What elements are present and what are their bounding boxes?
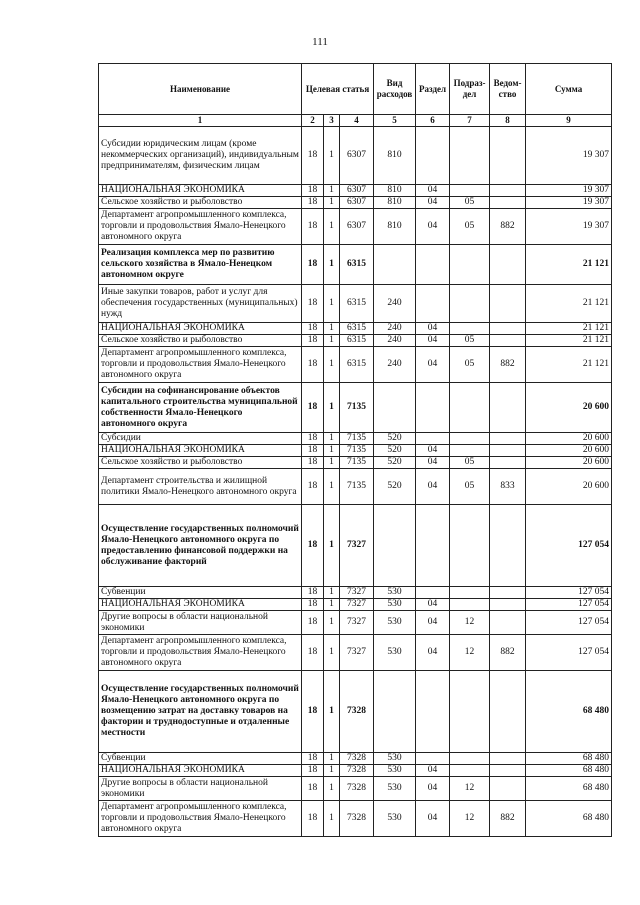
row-expense-type: 530	[374, 635, 416, 671]
column-number: 9	[526, 115, 612, 127]
row-target-b: 1	[324, 671, 340, 753]
row-sum: 21 121	[526, 335, 612, 347]
header-subsection: Подраз-дел	[450, 64, 490, 115]
row-target-a: 18	[302, 445, 324, 457]
row-subsection: 12	[450, 777, 490, 801]
row-expense-type: 520	[374, 433, 416, 445]
row-expense-type: 530	[374, 777, 416, 801]
row-sum: 19 307	[526, 127, 612, 185]
row-target-c: 6307	[340, 197, 374, 209]
row-subsection: 05	[450, 197, 490, 209]
row-target-c: 6315	[340, 323, 374, 335]
row-expense-type: 240	[374, 323, 416, 335]
row-expense-type: 810	[374, 127, 416, 185]
table-row	[99, 197, 612, 209]
row-section: 04	[416, 323, 450, 335]
row-expense-type	[374, 671, 416, 753]
row-department	[490, 753, 526, 765]
row-subsection	[450, 671, 490, 753]
row-target-a: 18	[302, 323, 324, 335]
row-section: 04	[416, 335, 450, 347]
row-name: Субсидии	[99, 433, 302, 445]
row-sum: 68 480	[526, 753, 612, 765]
row-sum: 20 600	[526, 433, 612, 445]
row-target-a: 18	[302, 457, 324, 469]
row-target-b: 1	[324, 753, 340, 765]
row-sum: 20 600	[526, 457, 612, 469]
row-name: Другие вопросы в области национальной экономики	[99, 611, 302, 635]
row-target-c: 6307	[340, 185, 374, 197]
row-target-c: 7135	[340, 383, 374, 433]
row-section: 04	[416, 469, 450, 505]
table-row	[99, 445, 612, 457]
row-department	[490, 285, 526, 323]
row-section	[416, 245, 450, 285]
row-expense-type: 810	[374, 197, 416, 209]
row-name: Департамент агропромышленного комплекса, торговли и продовольствия Ямало-Ненецкого автономного округа	[99, 347, 302, 383]
row-name: Осуществление государственных полномочий Ямало-Ненецкого автономного округа по возмещению затрат на доставку товаров на фактории и труднодоступные и отдаленные местности	[99, 671, 302, 753]
row-section: 04	[416, 611, 450, 635]
table-row	[99, 599, 612, 611]
row-target-b: 1	[324, 445, 340, 457]
row-target-c: 7327	[340, 505, 374, 587]
row-target-a: 18	[302, 635, 324, 671]
row-department	[490, 245, 526, 285]
row-target-b: 1	[324, 801, 340, 837]
table-row	[99, 245, 612, 285]
column-number: 8	[490, 115, 526, 127]
table-row	[99, 335, 612, 347]
row-target-a: 18	[302, 753, 324, 765]
row-sum: 20 600	[526, 469, 612, 505]
column-number: 4	[340, 115, 374, 127]
row-section	[416, 127, 450, 185]
table-row	[99, 635, 612, 671]
row-target-b: 1	[324, 323, 340, 335]
row-target-a: 18	[302, 127, 324, 185]
row-sum: 68 480	[526, 801, 612, 837]
row-expense-type: 520	[374, 445, 416, 457]
row-name: Субсидии на софинансирование объектов капитального строительства муниципальной собственности Ямало-Ненецкого автономного округа	[99, 383, 302, 433]
row-subsection: 05	[450, 347, 490, 383]
row-expense-type	[374, 505, 416, 587]
row-name: Департамент строительства и жилищной политики Ямало-Ненецкого автономного округа	[99, 469, 302, 505]
row-subsection	[450, 127, 490, 185]
row-target-a: 18	[302, 587, 324, 599]
table-row	[99, 383, 612, 433]
row-department	[490, 505, 526, 587]
row-target-b: 1	[324, 127, 340, 185]
row-sum: 20 600	[526, 383, 612, 433]
row-department: 882	[490, 209, 526, 245]
header-department: Ведом-ство	[490, 64, 526, 115]
table-row	[99, 285, 612, 323]
table-row	[99, 433, 612, 445]
budget-table	[98, 63, 612, 837]
row-expense-type: 530	[374, 611, 416, 635]
row-subsection	[450, 765, 490, 777]
row-department	[490, 777, 526, 801]
table-body	[99, 127, 612, 837]
row-subsection	[450, 445, 490, 457]
row-expense-type: 810	[374, 185, 416, 197]
row-department	[490, 457, 526, 469]
row-section: 04	[416, 209, 450, 245]
row-sum: 127 054	[526, 611, 612, 635]
row-subsection	[450, 505, 490, 587]
column-number: 1	[99, 115, 302, 127]
row-subsection	[450, 753, 490, 765]
row-department	[490, 335, 526, 347]
column-number: 5	[374, 115, 416, 127]
row-target-c: 6307	[340, 209, 374, 245]
row-department	[490, 383, 526, 433]
row-name: Сельское хозяйство и рыболовство	[99, 335, 302, 347]
row-target-c: 7328	[340, 777, 374, 801]
row-name: НАЦИОНАЛЬНАЯ ЭКОНОМИКА	[99, 599, 302, 611]
row-target-c: 6315	[340, 335, 374, 347]
row-sum: 68 480	[526, 777, 612, 801]
row-target-b: 1	[324, 599, 340, 611]
row-expense-type: 520	[374, 457, 416, 469]
row-target-c: 7135	[340, 445, 374, 457]
row-section	[416, 285, 450, 323]
row-target-b: 1	[324, 457, 340, 469]
row-target-c: 6315	[340, 245, 374, 285]
row-target-b: 1	[324, 635, 340, 671]
row-section: 04	[416, 801, 450, 837]
row-name: Субвенции	[99, 587, 302, 599]
row-subsection: 05	[450, 457, 490, 469]
row-subsection	[450, 599, 490, 611]
page-number: 111	[312, 36, 328, 48]
row-subsection: 05	[450, 335, 490, 347]
row-name: Осуществление государственных полномочий Ямало-Ненецкого автономного округа по предоставлению финансовой поддержки на обслуживание факторий	[99, 505, 302, 587]
row-target-b: 1	[324, 433, 340, 445]
row-target-a: 18	[302, 383, 324, 433]
row-section: 04	[416, 457, 450, 469]
row-section	[416, 753, 450, 765]
row-subsection	[450, 185, 490, 197]
row-target-c: 7135	[340, 433, 374, 445]
row-target-a: 18	[302, 197, 324, 209]
row-subsection: 12	[450, 801, 490, 837]
table-row	[99, 765, 612, 777]
row-target-b: 1	[324, 611, 340, 635]
row-department	[490, 587, 526, 599]
row-target-c: 7328	[340, 765, 374, 777]
row-sum: 19 307	[526, 197, 612, 209]
row-sum: 127 054	[526, 505, 612, 587]
row-expense-type: 240	[374, 335, 416, 347]
row-target-c: 7135	[340, 457, 374, 469]
row-subsection: 05	[450, 209, 490, 245]
table-row	[99, 777, 612, 801]
row-subsection	[450, 587, 490, 599]
row-expense-type: 520	[374, 469, 416, 505]
row-section: 04	[416, 777, 450, 801]
row-name: Сельское хозяйство и рыболовство	[99, 197, 302, 209]
row-department	[490, 765, 526, 777]
row-name: НАЦИОНАЛЬНАЯ ЭКОНОМИКА	[99, 323, 302, 335]
row-name: НАЦИОНАЛЬНАЯ ЭКОНОМИКА	[99, 445, 302, 457]
table-row	[99, 209, 612, 245]
row-section	[416, 383, 450, 433]
row-target-c: 6315	[340, 285, 374, 323]
row-target-a: 18	[302, 185, 324, 197]
table-row	[99, 127, 612, 185]
row-expense-type: 530	[374, 587, 416, 599]
table-row	[99, 185, 612, 197]
row-target-b: 1	[324, 335, 340, 347]
row-target-a: 18	[302, 245, 324, 285]
header-expense-type: Вид расходов	[374, 64, 416, 115]
row-section	[416, 671, 450, 753]
row-sum: 21 121	[526, 347, 612, 383]
row-department	[490, 611, 526, 635]
row-expense-type: 240	[374, 347, 416, 383]
row-subsection: 12	[450, 635, 490, 671]
row-target-b: 1	[324, 469, 340, 505]
column-number: 2	[302, 115, 324, 127]
table-row	[99, 587, 612, 599]
row-name: Иные закупки товаров, работ и услуг для обеспечения государственных (муниципальных) нужд	[99, 285, 302, 323]
row-name: НАЦИОНАЛЬНАЯ ЭКОНОМИКА	[99, 185, 302, 197]
row-subsection: 12	[450, 611, 490, 635]
row-sum: 127 054	[526, 635, 612, 671]
row-name: Субсидии юридическим лицам (кроме некоммерческих организаций), индивидуальным предпринимателям, физическим лицам	[99, 127, 302, 185]
header-section: Раздел	[416, 64, 450, 115]
row-target-c: 7327	[340, 635, 374, 671]
row-target-a: 18	[302, 209, 324, 245]
row-department	[490, 197, 526, 209]
row-sum: 19 307	[526, 185, 612, 197]
row-expense-type: 530	[374, 765, 416, 777]
row-target-a: 18	[302, 777, 324, 801]
row-name: Другие вопросы в области национальной экономики	[99, 777, 302, 801]
row-target-a: 18	[302, 347, 324, 383]
row-section: 04	[416, 347, 450, 383]
row-target-b: 1	[324, 347, 340, 383]
row-target-a: 18	[302, 801, 324, 837]
table-row	[99, 469, 612, 505]
row-expense-type: 810	[374, 209, 416, 245]
row-expense-type: 530	[374, 801, 416, 837]
row-section: 04	[416, 635, 450, 671]
row-sum: 21 121	[526, 323, 612, 335]
row-target-a: 18	[302, 433, 324, 445]
row-department: 882	[490, 801, 526, 837]
row-subsection	[450, 383, 490, 433]
row-department: 833	[490, 469, 526, 505]
column-number: 6	[416, 115, 450, 127]
row-subsection	[450, 323, 490, 335]
row-subsection: 05	[450, 469, 490, 505]
row-department: 882	[490, 347, 526, 383]
row-target-a: 18	[302, 335, 324, 347]
row-target-b: 1	[324, 777, 340, 801]
row-target-c: 7135	[340, 469, 374, 505]
row-sum: 68 480	[526, 671, 612, 753]
row-target-a: 18	[302, 611, 324, 635]
table-row	[99, 323, 612, 335]
row-subsection	[450, 245, 490, 285]
row-sum: 21 121	[526, 285, 612, 323]
column-number-row	[99, 115, 612, 127]
row-target-b: 1	[324, 505, 340, 587]
row-target-c: 6315	[340, 347, 374, 383]
row-sum: 19 307	[526, 209, 612, 245]
table-row	[99, 671, 612, 753]
row-department	[490, 127, 526, 185]
row-department	[490, 671, 526, 753]
row-target-a: 18	[302, 599, 324, 611]
column-number: 3	[324, 115, 340, 127]
row-name: Сельское хозяйство и рыболовство	[99, 457, 302, 469]
row-name: Реализация комплекса мер по развитию сельского хозяйства в Ямало-Ненецком автономном округе	[99, 245, 302, 285]
row-section	[416, 505, 450, 587]
row-section	[416, 587, 450, 599]
row-section: 04	[416, 599, 450, 611]
table-row	[99, 505, 612, 587]
row-target-b: 1	[324, 209, 340, 245]
row-expense-type	[374, 245, 416, 285]
row-department	[490, 185, 526, 197]
row-target-c: 7327	[340, 587, 374, 599]
row-sum: 20 600	[526, 445, 612, 457]
row-target-a: 18	[302, 505, 324, 587]
row-section: 04	[416, 185, 450, 197]
row-target-b: 1	[324, 185, 340, 197]
row-target-c: 6307	[340, 127, 374, 185]
row-department	[490, 445, 526, 457]
row-target-c: 7327	[340, 611, 374, 635]
row-target-a: 18	[302, 469, 324, 505]
row-subsection	[450, 285, 490, 323]
row-department	[490, 599, 526, 611]
row-target-a: 18	[302, 285, 324, 323]
row-target-c: 7328	[340, 671, 374, 753]
column-number: 7	[450, 115, 490, 127]
row-target-b: 1	[324, 285, 340, 323]
row-name: Субвенции	[99, 753, 302, 765]
table-row	[99, 347, 612, 383]
row-target-b: 1	[324, 383, 340, 433]
row-target-a: 18	[302, 671, 324, 753]
row-target-a: 18	[302, 765, 324, 777]
row-section: 04	[416, 445, 450, 457]
row-target-b: 1	[324, 197, 340, 209]
header-name: Наименование	[99, 64, 302, 115]
row-sum: 21 121	[526, 245, 612, 285]
row-expense-type: 530	[374, 599, 416, 611]
row-name: Департамент агропромышленного комплекса, торговли и продовольствия Ямало-Ненецкого автономного округа	[99, 635, 302, 671]
row-sum: 68 480	[526, 765, 612, 777]
row-expense-type: 530	[374, 753, 416, 765]
row-department: 882	[490, 635, 526, 671]
row-name: НАЦИОНАЛЬНАЯ ЭКОНОМИКА	[99, 765, 302, 777]
table-row	[99, 753, 612, 765]
row-section	[416, 433, 450, 445]
row-section: 04	[416, 197, 450, 209]
row-target-c: 7328	[340, 753, 374, 765]
row-target-b: 1	[324, 587, 340, 599]
row-subsection	[450, 433, 490, 445]
row-target-c: 7328	[340, 801, 374, 837]
header-sum: Сумма	[526, 64, 612, 115]
row-department	[490, 323, 526, 335]
row-sum: 127 054	[526, 599, 612, 611]
row-target-c: 7327	[340, 599, 374, 611]
header-target-article: Целевая статья	[302, 64, 374, 115]
row-section: 04	[416, 765, 450, 777]
row-sum: 127 054	[526, 587, 612, 599]
row-expense-type: 240	[374, 285, 416, 323]
row-name: Департамент агропромышленного комплекса, торговли и продовольствия Ямало-Ненецкого автономного округа	[99, 801, 302, 837]
row-target-b: 1	[324, 245, 340, 285]
row-name: Департамент агропромышленного комплекса, торговли и продовольствия Ямало-Ненецкого автономного округа	[99, 209, 302, 245]
row-expense-type	[374, 383, 416, 433]
row-department	[490, 433, 526, 445]
table-row	[99, 801, 612, 837]
table-row	[99, 457, 612, 469]
row-target-b: 1	[324, 765, 340, 777]
table-row	[99, 611, 612, 635]
